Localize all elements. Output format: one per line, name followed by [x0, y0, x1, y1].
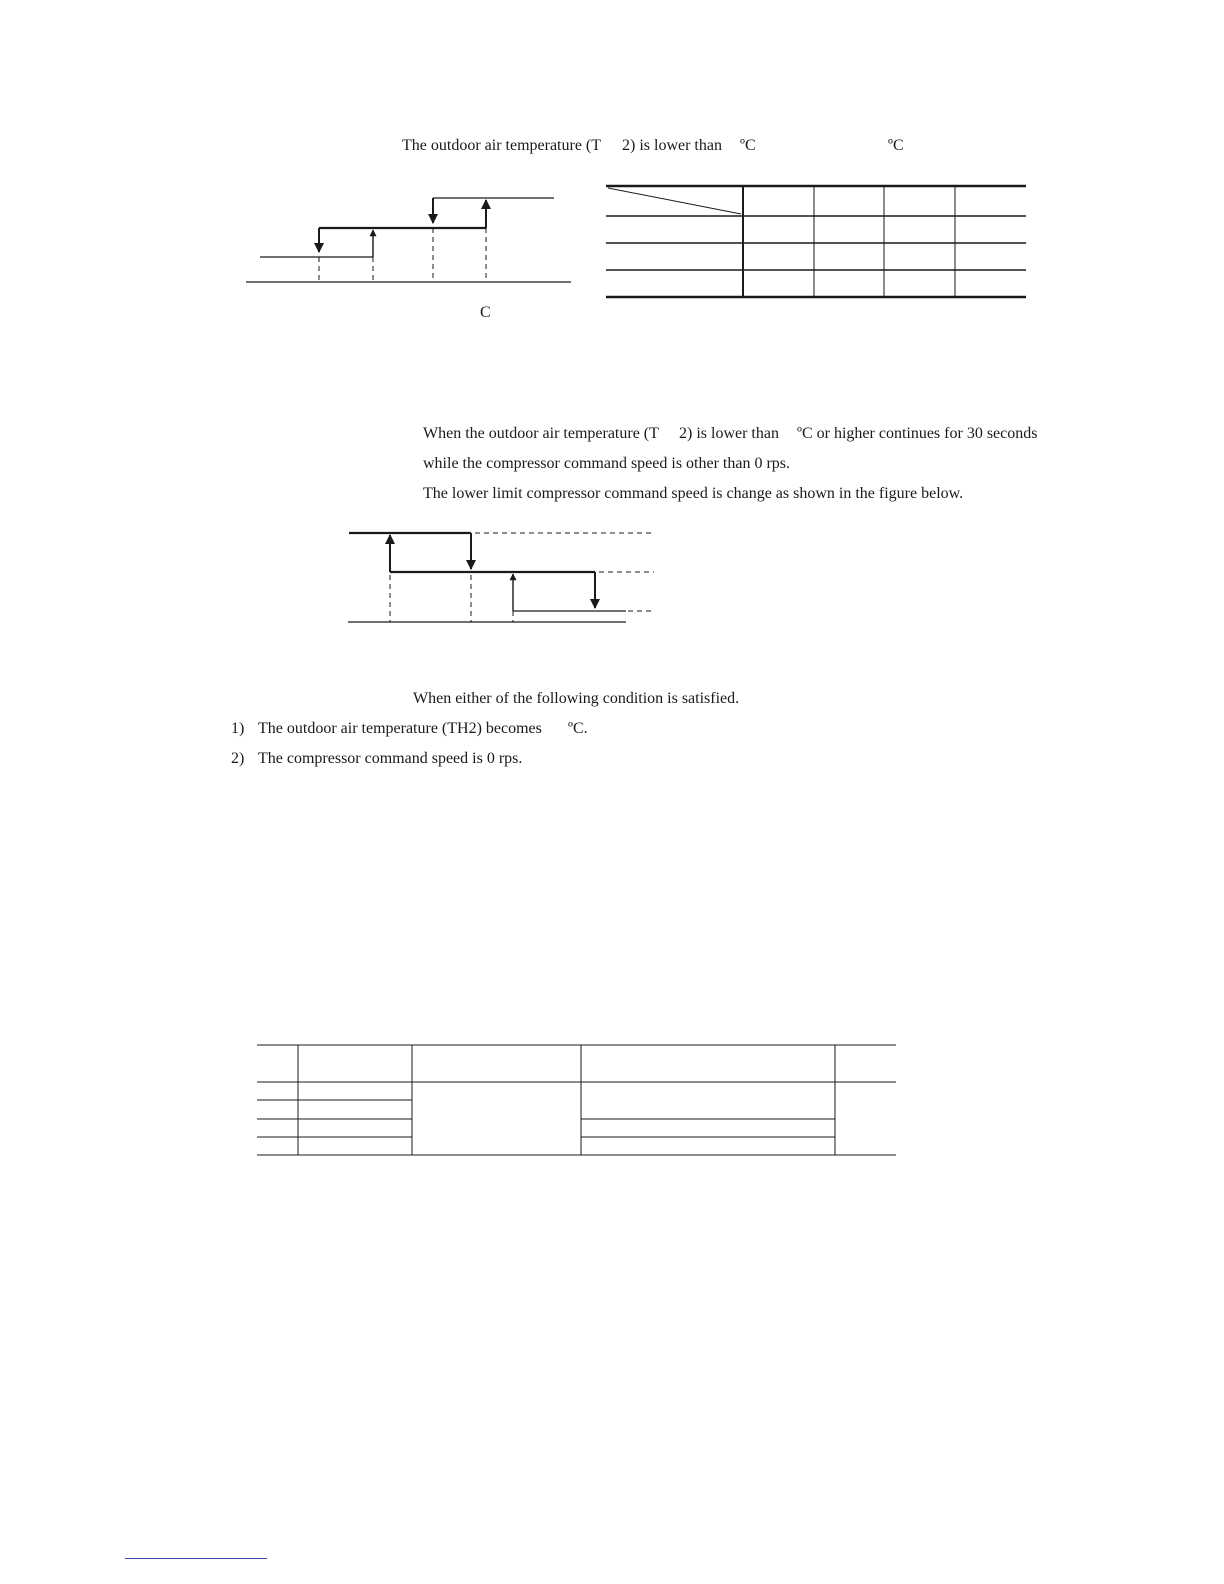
middle-condition-text-3: ºC or higher continues for 30 seconds [797, 425, 1038, 442]
bottom-item-1-unit: ºC. [568, 720, 588, 737]
bottom-item-2-number: 2) [231, 750, 245, 767]
middle-step-diagram [348, 533, 654, 622]
middle-condition-text-2: 2) is lower than [679, 425, 779, 442]
bottom-intro-text: When either of the following condition is satisfied. [413, 690, 740, 707]
bottom-item-1-text: The outdoor air temperature (TH2) becomes [258, 720, 542, 737]
top-diagram-axis-unit: C [480, 304, 491, 321]
middle-condition-text-1: When the outdoor air temperature (T [423, 425, 659, 442]
top-right-table [606, 186, 1026, 297]
bottom-item-1-number: 1) [231, 720, 245, 737]
top-condition-text-1: The outdoor air temperature (T [402, 137, 602, 154]
table-header-diagonal [608, 188, 741, 214]
middle-condition-line-3: The lower limit compressor command speed is change as shown in the figure below. [423, 485, 964, 502]
top-condition-unit-1: ºC [740, 137, 756, 154]
footer-link-underline[interactable] [125, 1558, 267, 1559]
top-condition-text-2: 2) is lower than [622, 137, 722, 154]
middle-condition-line-2: while the compressor command speed is other than 0 rps. [423, 455, 791, 472]
bottom-item-2-text: The compressor command speed is 0 rps. [258, 750, 523, 767]
bottom-table [257, 1045, 896, 1155]
top-condition-unit-2: ºC [888, 137, 904, 154]
